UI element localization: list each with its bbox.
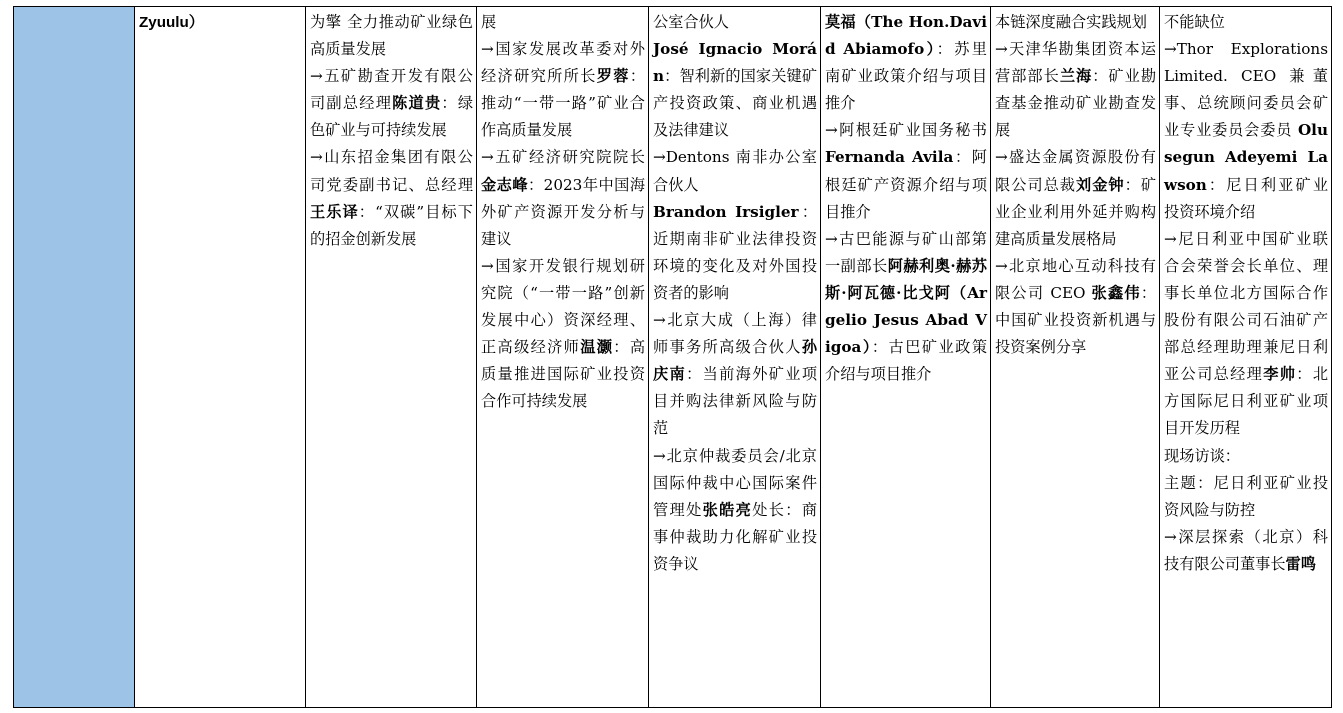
text-run: →北京大成（上海）律师事务所高级合伙人: [653, 311, 817, 357]
text-run: →盛达金属资源股份有限公司总裁: [995, 148, 1156, 194]
agenda-cell-5: [821, 7, 991, 708]
speaker-name: 雷鸣: [1285, 554, 1316, 573]
text-run: 现场访谈：: [1164, 446, 1240, 465]
text-run: ：“双碳”目标下的招金创新发展: [310, 202, 473, 248]
text-run: 不能缺位: [1164, 13, 1225, 31]
text-run: →Dentons 南非办公室合伙人: [653, 148, 817, 194]
speaker-name: 刘金钟: [1076, 175, 1125, 194]
speaker-name: 张皓亮: [702, 500, 753, 519]
paragraph: [1164, 226, 1328, 443]
paragraph: [653, 36, 817, 144]
paragraph: [1164, 36, 1328, 226]
text-run: →五矿勘查开发有限公司副总经理: [310, 67, 473, 113]
paragraph: [825, 226, 987, 389]
speaker-name: 王乐译: [310, 202, 359, 221]
paragraph: [995, 9, 1156, 36]
paragraph: [653, 144, 817, 198]
agenda-cell-3: [477, 7, 649, 708]
paragraph: [653, 443, 817, 578]
text-run: →尼日利亚中国矿业联合会荣誉会长单位、理事长单位北方国际合作股份有限公司石油矿产部总经理助理兼尼日利亚公司总经理: [1164, 229, 1328, 384]
paragraph: [653, 9, 817, 36]
paragraph: [481, 253, 645, 416]
text-run: →北京仲裁委员会/北京国际仲裁中心国际案件管理处: [653, 446, 817, 519]
speaker-name: 陈道贵: [392, 94, 442, 113]
text-run: ：古巴矿业政策介绍与项目推介: [825, 338, 988, 384]
text-run: ：北方国际尼日利亚矿业项目开发历程: [1164, 365, 1329, 438]
paragraph: [653, 307, 817, 442]
speaker-name: Fernanda Avila: [825, 148, 954, 167]
text-run: ：智利新的国家关键矿产投资政策、商业机遇及法律建议: [653, 67, 817, 140]
paragraph: [995, 253, 1156, 361]
text-run: →阿根廷矿业国务秘书: [825, 121, 987, 140]
paragraph: [310, 63, 473, 144]
paragraph: [825, 9, 987, 117]
text-run: 本链深度融合实践规划: [995, 13, 1147, 31]
text-run: →深层探索（北京）科技有限公司董事长: [1164, 527, 1328, 573]
text-run: ：矿业勘查基金推动矿业勘查发展: [995, 67, 1157, 140]
speaker-name: José Ignacio Morán: [653, 40, 817, 86]
speaker-cell-1: Zyuulu）: [135, 7, 306, 708]
speaker-name: Olusegun Adeyemi Lawson: [1164, 121, 1328, 194]
speaker-name: 李帅: [1263, 365, 1297, 384]
agenda-cell-7: [1160, 7, 1332, 708]
text-run: 处长：商事仲裁助力化解矿业投资争议: [653, 500, 818, 573]
text-run: →古巴能源与矿山部第一副部长: [825, 229, 987, 275]
speaker-name: 孙庆南: [653, 338, 817, 384]
text-run: ：当前海外矿业项目并购法律新风险与防范: [653, 365, 818, 438]
paragraph: [995, 36, 1156, 144]
text-run: ：绿色矿业与可持续发展: [310, 94, 474, 140]
text-run: ：苏里南矿业政策介绍与项目推介: [825, 40, 987, 113]
speaker-name: 罗蓉: [596, 67, 630, 86]
paragraph: [481, 36, 645, 144]
text-run: →北京地心互动科技有限公司 CEO: [995, 256, 1156, 302]
paragraph: [825, 117, 987, 225]
text-run: →山东招金集团有限公司党委副书记、总经理: [310, 148, 473, 194]
agenda-cell-4: [649, 7, 821, 708]
text-run: →Thor Explorations Limited. CEO 兼董事、总统顾问委员会矿业专业委员会委员: [1164, 40, 1328, 140]
paragraph: [1164, 470, 1328, 524]
agenda-table: [13, 6, 1332, 708]
text-run: ：推动“一带一路”矿业合作高质量发展: [481, 67, 646, 140]
paragraph: [310, 9, 473, 63]
agenda-cell-2: [306, 7, 477, 708]
text-run: ：阿根廷矿产资源介绍与项目推介: [825, 148, 987, 221]
speaker-name: 温灏: [580, 338, 614, 357]
text-run: ：矿业企业利用外延并购构建高质量发展格局: [995, 175, 1157, 248]
speaker-name: 兰海: [1059, 67, 1093, 86]
paragraph: [995, 144, 1156, 252]
text-run: →五矿经济研究院院长: [481, 148, 645, 167]
paragraph: [481, 9, 645, 36]
paragraph: [1164, 9, 1328, 36]
text-run: →天津华勘集团资本运营部部长: [995, 40, 1156, 86]
text-run: ：2023年中国海外矿产资源开发分析与建议: [481, 175, 646, 248]
paragraph: [481, 144, 645, 252]
table-row: [14, 7, 1332, 708]
paragraph: [310, 144, 473, 252]
text-run: ：中国矿业投资新机遇与投资案例分享: [995, 283, 1156, 357]
text-run: 为擎 全力推动矿业绿色高质量发展: [310, 13, 473, 59]
text-run: ：高质量推进国际矿业投资合作可持续发展: [481, 338, 646, 411]
text-run: 展: [481, 13, 497, 31]
paragraph: [653, 199, 817, 307]
speaker-name: 张鑫伟: [1091, 283, 1141, 302]
paragraph: [1164, 524, 1328, 578]
text-run: 主题：尼日利亚矿业投资风险与防控: [1164, 473, 1328, 519]
text-run: 公室合伙人: [653, 13, 729, 31]
text-run: →国家发展改革委对外经济研究所所长: [481, 40, 645, 86]
speaker-name: Brandon Irsigler: [653, 202, 799, 221]
speaker-name: 莫福（The Hon.David Abiamofo）: [825, 13, 987, 59]
text-run: ：尼日利亚矿业投资环境介绍: [1164, 175, 1328, 221]
speaker-name: 阿赫利奥·赫苏斯·阿瓦德·比戈阿（Argelio Jesus Abad Vigoa）: [825, 256, 987, 357]
left-band-cell: [14, 7, 135, 708]
speaker-name: 金志峰: [481, 175, 529, 194]
paragraph: [1164, 443, 1328, 470]
text-run: ：近期南非矿业法律投资环境的变化及对外国投资者的影响: [653, 202, 817, 302]
agenda-cell-6: [991, 7, 1160, 708]
text-run: →国家开发银行规划研究院（“一带一路”创新发展中心）资深经理、正高级经济师: [481, 256, 645, 357]
